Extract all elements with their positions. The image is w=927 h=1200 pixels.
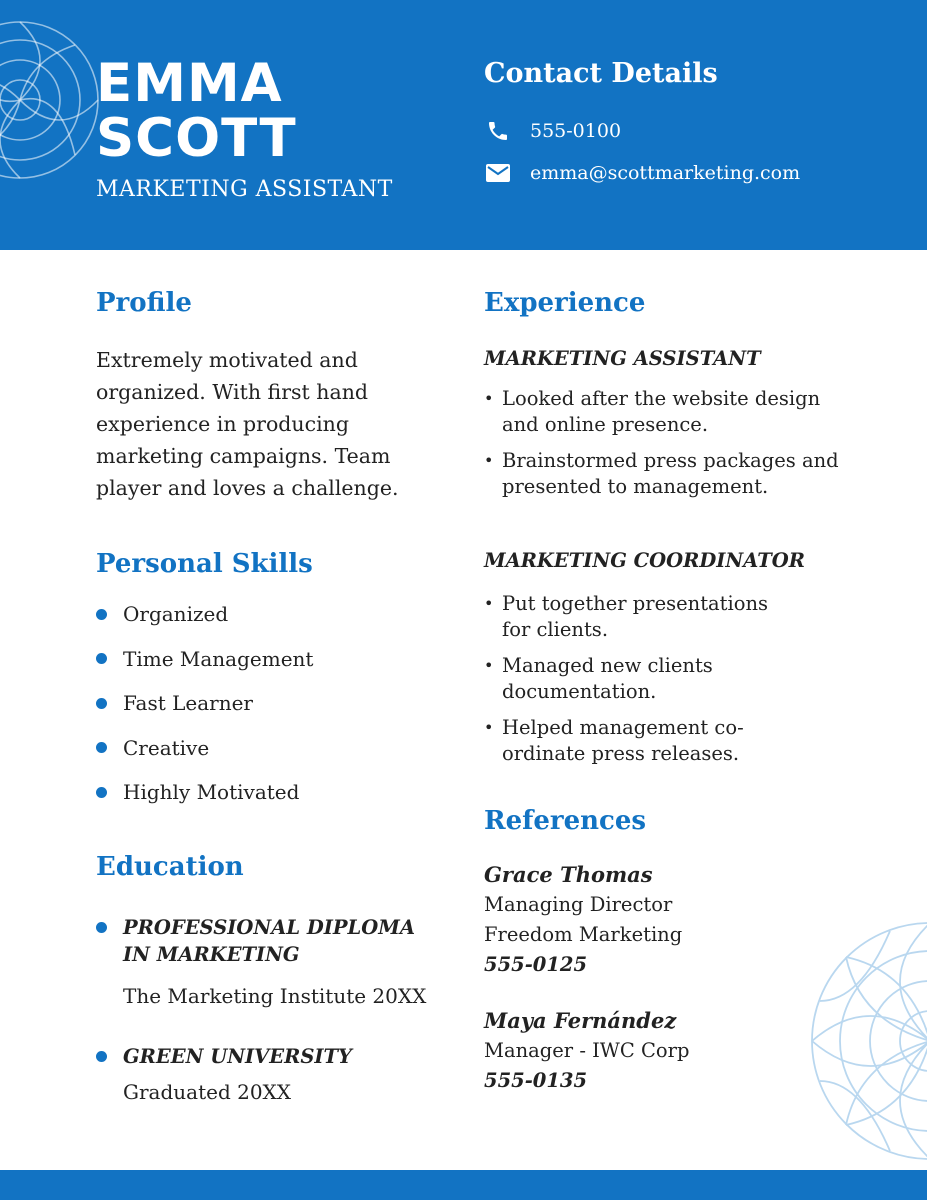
phone-icon [486, 119, 514, 143]
profile-text: Extremely motivated and organized. With first hand experience in producing marketing campaigns. Team player and loves a challenge. [96, 348, 399, 500]
list-item: • Looked after the website design and online presence. [484, 386, 844, 438]
experience-heading: Experience [484, 288, 646, 318]
skill-label: Creative [123, 735, 210, 760]
list-item [96, 681, 313, 726]
reference-name: Maya Fernández [484, 1008, 677, 1033]
phone-number[interactable]: 555-0100 [530, 120, 622, 142]
contact-email-row [486, 161, 800, 185]
education-title-line: IN MARKETING [123, 943, 300, 966]
bullet-dot-icon [96, 922, 107, 933]
education-item [96, 1043, 456, 1106]
list-item: • Managed new clients documentation. [484, 653, 762, 705]
job-bullets-1 [484, 386, 844, 510]
contact-phone-row [486, 119, 621, 143]
envelope-icon [486, 161, 514, 185]
reference-phone: 555-0135 [484, 1069, 588, 1092]
list-item [96, 637, 313, 682]
profile-heading: Profile [96, 288, 192, 318]
header-banner [0, 0, 927, 250]
list-item: • Helped management co-ordinate press releases. [484, 715, 802, 767]
candidate-name [96, 53, 297, 169]
skills-list [96, 592, 313, 815]
education-heading: Education [96, 852, 244, 882]
bullet-dot-icon [96, 742, 107, 753]
reference-item [484, 1006, 689, 1096]
list-item [96, 770, 313, 815]
job-title-2: MARKETING COORDINATOR [484, 549, 805, 572]
education-title [123, 914, 456, 968]
reference-company: Freedom Marketing [484, 923, 683, 946]
email-address[interactable]: emma@scottmarketing.com [530, 162, 801, 184]
skills-heading: Personal Skills [96, 549, 313, 579]
last-name: SCOTT [96, 108, 297, 169]
reference-name: Grace Thomas [484, 862, 653, 887]
bullet-dot-icon [96, 1051, 107, 1062]
job-bullets-2 [484, 591, 844, 777]
bullet-dot-icon [96, 787, 107, 798]
reference-item [484, 860, 682, 980]
skill-label: Highly Motivated [123, 780, 300, 805]
list-item: • Put together presentations for clients. [484, 591, 802, 643]
skill-label: Fast Learner [123, 691, 253, 716]
education-title-line: PROFESSIONAL DIPLOMA [123, 916, 415, 939]
skill-label: Time Management [123, 646, 314, 671]
list-item [96, 592, 313, 637]
mandala-decoration-icon [0, 0, 100, 240]
references-heading: References [484, 806, 647, 836]
bullet-dot-icon [96, 698, 107, 709]
education-institution: Graduated 20XX [123, 1080, 292, 1104]
reference-phone: 555-0125 [484, 953, 588, 976]
list-item [96, 726, 313, 771]
education-institution: The Marketing Institute 20XX [123, 984, 427, 1008]
mandala-decoration-icon [805, 912, 927, 1174]
bullet-dot-icon [96, 653, 107, 664]
list-item: • Brainstormed press packages and presented to management. [484, 448, 844, 500]
contact-heading: Contact Details [484, 58, 718, 89]
bullet-dot-icon [96, 609, 107, 620]
education-item [96, 914, 456, 1010]
first-name: EMMA [96, 53, 283, 114]
footer-bar [0, 1170, 927, 1200]
education-title: GREEN UNIVERSITY [123, 1045, 352, 1068]
job-title-1: MARKETING ASSISTANT [484, 347, 761, 370]
job-title: MARKETING ASSISTANT [96, 177, 393, 202]
reference-role: Manager - IWC Corp [484, 1039, 690, 1062]
reference-role: Managing Director [484, 893, 673, 916]
skill-label: Organized [123, 602, 229, 627]
